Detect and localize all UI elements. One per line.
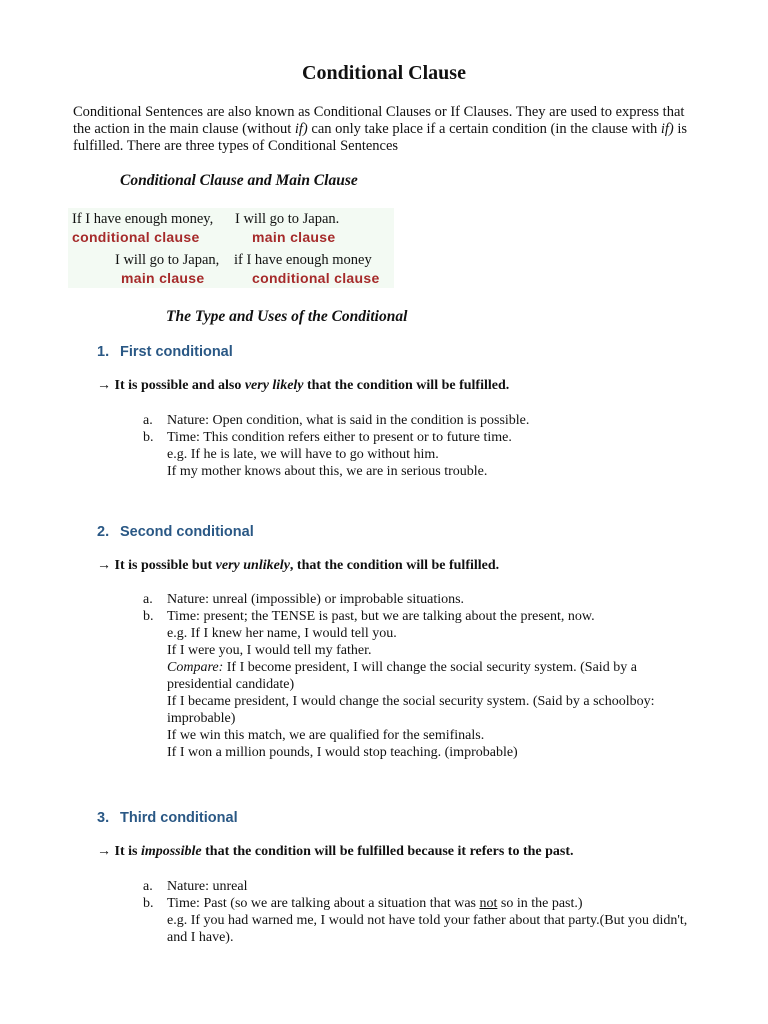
label-main-clause: main clause xyxy=(252,229,336,245)
example-line: e.g. If I knew her name, I would tell you. xyxy=(167,626,397,641)
list-item xyxy=(143,429,703,446)
third-conditional-list xyxy=(143,878,703,946)
example-line: e.g. If you had warned me, I would not have told your father about that party.(But you didn't, and I have). xyxy=(167,913,688,945)
rule-emphasis: very unlikely xyxy=(215,558,290,573)
heading-second-conditional xyxy=(97,524,254,540)
compare-label: Compare: xyxy=(167,660,224,675)
heading-text: Third conditional xyxy=(120,810,238,826)
list-item-text: Time: present; the TENSE is past, but we are talking about the present, now. xyxy=(167,609,595,624)
rule-emphasis: impossible xyxy=(140,844,202,859)
example-line: If I won a million pounds, I would stop teaching. (improbable) xyxy=(167,745,518,760)
heading-number: 1. xyxy=(97,344,110,360)
example-line: e.g. If he is late, we will have to go without him. xyxy=(167,447,439,462)
heading-number: 2. xyxy=(97,524,110,540)
list-item xyxy=(143,412,703,429)
heading-text: Second conditional xyxy=(120,524,254,540)
example-line: If I were you, I would tell my father. xyxy=(167,643,372,658)
label-conditional-clause: conditional clause xyxy=(72,229,200,245)
list-item-text: Nature: Open condition, what is said in the condition is possible. xyxy=(167,413,530,428)
list-marker: a. xyxy=(143,592,153,607)
example-conditional-clause: if I have enough money xyxy=(234,252,372,268)
heading-first-conditional xyxy=(97,344,233,360)
rule-emphasis: very likely xyxy=(244,378,304,393)
list-marker: a. xyxy=(143,413,153,428)
list-marker: b. xyxy=(143,430,154,445)
list-item-text: Nature: unreal (impossible) or improbable situations. xyxy=(167,592,465,607)
intro-paragraph xyxy=(73,104,693,155)
rule-text: , that the condition will be fulfilled. xyxy=(289,558,500,573)
section-heading-clauses: Conditional Clause and Main Clause xyxy=(120,172,358,189)
example-line: If we win this match, we are qualified for the semifinals. xyxy=(167,728,485,743)
list-item xyxy=(143,878,703,895)
intro-text: Conditional Sentences are also known as Conditional Clauses or If Clauses. They are used to express that the action in the main clause (without xyxy=(73,104,685,137)
first-conditional-rule xyxy=(97,378,509,394)
second-conditional-list xyxy=(143,591,703,761)
underlined-word: not xyxy=(479,896,498,911)
rule-text: that the condition will be fulfilled because it refers to the past. xyxy=(201,844,574,859)
page-title: Conditional Clause xyxy=(302,62,466,84)
intro-text: is fulfilled. There are three types of Conditional Sentences xyxy=(73,121,688,154)
example-line: If I became president, I would change the social security system. (Said by a schoolboy: improbable) xyxy=(167,694,655,726)
list-item-text-part: Time: Past (so we are talking about a situation that was xyxy=(167,896,480,911)
intro-text: can only take place if a certain condition (in the clause with xyxy=(307,121,661,137)
example-line: If my mother knows about this, we are in serious trouble. xyxy=(167,464,488,479)
second-conditional-rule xyxy=(97,558,499,574)
label-conditional-clause: conditional clause xyxy=(252,270,380,286)
list-item-text: Time: This condition refers either to present or to future time. xyxy=(167,430,512,445)
example-main-clause: I will go to Japan. xyxy=(235,211,340,227)
section-heading-types: The Type and Uses of the Conditional xyxy=(166,308,408,325)
heading-third-conditional xyxy=(97,810,238,826)
heading-number: 3. xyxy=(97,810,110,826)
list-marker: a. xyxy=(143,879,153,894)
first-conditional-list xyxy=(143,412,703,480)
example-conditional-clause: If I have enough money, xyxy=(72,211,214,227)
intro-emphasis: if) xyxy=(294,121,308,137)
list-item-text-part: so in the past.) xyxy=(497,896,583,911)
label-main-clause: main clause xyxy=(121,270,205,286)
example-line xyxy=(143,659,703,693)
rule-text: → It is possible but xyxy=(97,558,216,573)
list-marker: b. xyxy=(143,896,154,911)
intro-emphasis: if) xyxy=(660,121,674,137)
rule-text: → It is xyxy=(97,844,141,859)
example-main-clause: I will go to Japan, xyxy=(115,252,220,268)
list-item-text: Nature: unreal xyxy=(167,879,248,894)
heading-text: First conditional xyxy=(120,344,233,360)
list-item xyxy=(143,895,703,912)
list-item xyxy=(143,608,703,625)
list-item xyxy=(143,591,703,608)
list-marker: b. xyxy=(143,609,154,624)
third-conditional-rule xyxy=(97,844,574,860)
list-item-text xyxy=(167,895,703,912)
rule-text: that the condition will be fulfilled. xyxy=(303,378,510,393)
compare-text: If I become president, I will change the social security system. (Said by a presidential candidate) xyxy=(167,660,637,692)
rule-text: → It is possible and also xyxy=(97,378,245,393)
